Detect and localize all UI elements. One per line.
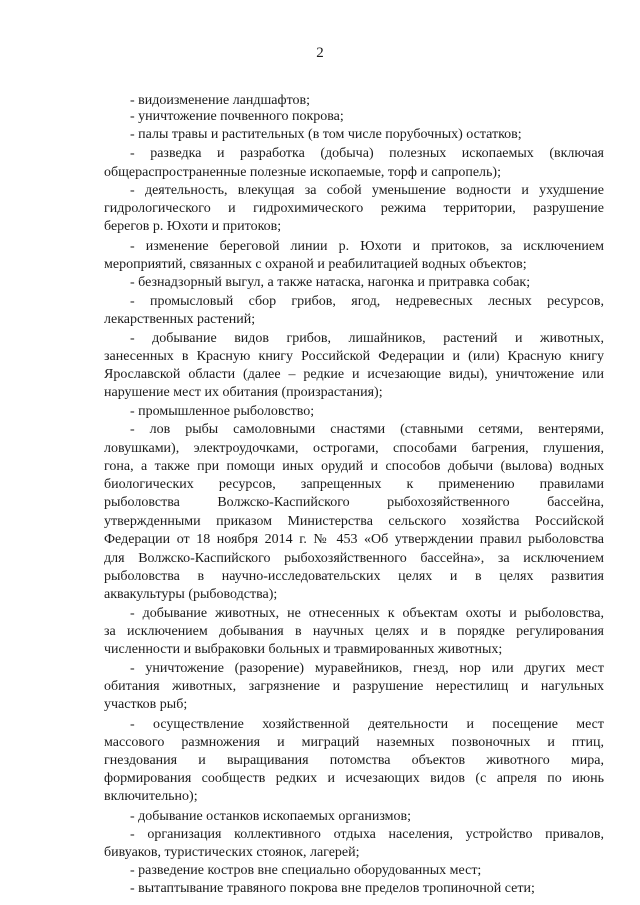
text-line: - вытаптывание травяного покрова вне пределов тропиночной сети; [130, 881, 535, 896]
text-line: - палы травы и растительных (в том числе порубочных) остатков; [130, 127, 522, 142]
text-line: гона, а также при помощи иных орудий и способов добычи (вылова) водных [104, 459, 604, 474]
text-line: участков рыб; [104, 697, 188, 712]
text-line: обитания животных, загрязнение и разрушение нерестилищ и нагульных [104, 679, 604, 694]
text-line: включительно); [104, 789, 198, 804]
text-line: численности и выбраковки больных и травмированных животных; [104, 642, 503, 657]
text-line: за исключением добывания в научных целях и в порядке регулирования [104, 624, 604, 639]
text-line: - разведка и разработка (добыча) полезных ископаемых (включая [130, 146, 604, 161]
text-line: - лов рыбы самоловными снастями (ставными сетями, вентерями, [130, 422, 604, 437]
text-line: биологических ресурсов, запрещенных к применению правилами [104, 477, 604, 492]
text-line: нарушение мест их обитания (произрастания); [104, 385, 383, 400]
text-line: Ярославской области (далее – редкие и исчезающие виды), уничтожение или [104, 367, 604, 382]
text-line: гидрологического и гидрохимического режима территории, разрушение [104, 201, 604, 216]
text-line: - промысловый сбор грибов, ягод, недревесных лесных ресурсов, [130, 294, 604, 309]
text-line: - уничтожение почвенного покрова; [130, 109, 344, 124]
page-number: 2 [316, 45, 324, 61]
text-line: рыболовства Волжско-Каспийского рыбохозяйственного бассейна, [104, 495, 604, 510]
text-line: - видоизменение ландшафтов; [130, 93, 311, 108]
text-line: массового размножения и миграций наземных позвоночных и птиц, [104, 735, 604, 750]
text-line: - изменение береговой линии р. Юхоти и притоков, за исключением [130, 239, 604, 254]
text-line: - осуществление хозяйственной деятельности и посещение мест [130, 717, 604, 732]
text-line: - добывание видов грибов, лишайников, растений и животных, [130, 331, 604, 346]
text-line: - безнадзорный выгул, а также натаска, нагонка и притравка собак; [130, 275, 531, 290]
text-line: рыболовства в научно-исследовательских целях и в целях развития [104, 569, 604, 584]
text-line: - организация коллективного отдыха населения, устройство привалов, [130, 827, 604, 842]
text-line: формирования сообществ редких и исчезающих видов (с апреля по июнь [104, 771, 604, 786]
text-line: - добывание останков ископаемых организмов; [130, 809, 412, 824]
text-line: - добывание животных, не отнесенных к объектам охоты и рыболовства, [130, 606, 604, 621]
text-line: общераспространенные полезные ископаемые, торф и сапропель); [104, 165, 501, 180]
text-line: гнездования и выращивания потомства объектов животного мира, [104, 753, 604, 768]
text-line: лекарственных растений; [104, 312, 256, 327]
text-line: утвержденными приказом Министерства сельского хозяйства Российской [104, 514, 604, 529]
text-line: - уничтожение (разорение) муравейников, гнезд, нор или других мест [130, 661, 604, 676]
text-line: занесенных в Красную книгу Российской Федерации и (или) Красную книгу [104, 349, 604, 364]
text-line: ловушками), электроудочками, острогами, способами багрения, глушения, [104, 441, 604, 456]
text-line: - деятельность, влекущая за собой уменьшение водности и ухудшение [130, 183, 604, 198]
text-line: - разведение костров вне специально оборудованных мест; [130, 863, 482, 878]
text-line: - промышленное рыболовство; [130, 404, 315, 419]
text-line: мероприятий, связанных с охраной и реабилитацией водных объектов; [104, 257, 527, 272]
text-line: аквакультуры (рыбоводства); [104, 587, 278, 602]
text-line: Федерации от 18 ноября 2014 г. № 453 «Об утверждении правил рыболовства [104, 532, 604, 547]
text-line: берегов р. Юхоти и притоков; [104, 219, 282, 234]
text-line: бивуаков, туристических стоянок, лагерей; [104, 845, 360, 860]
text-line: для Волжско-Каспийского рыбохозяйственного бассейна», за исключением [104, 551, 604, 566]
